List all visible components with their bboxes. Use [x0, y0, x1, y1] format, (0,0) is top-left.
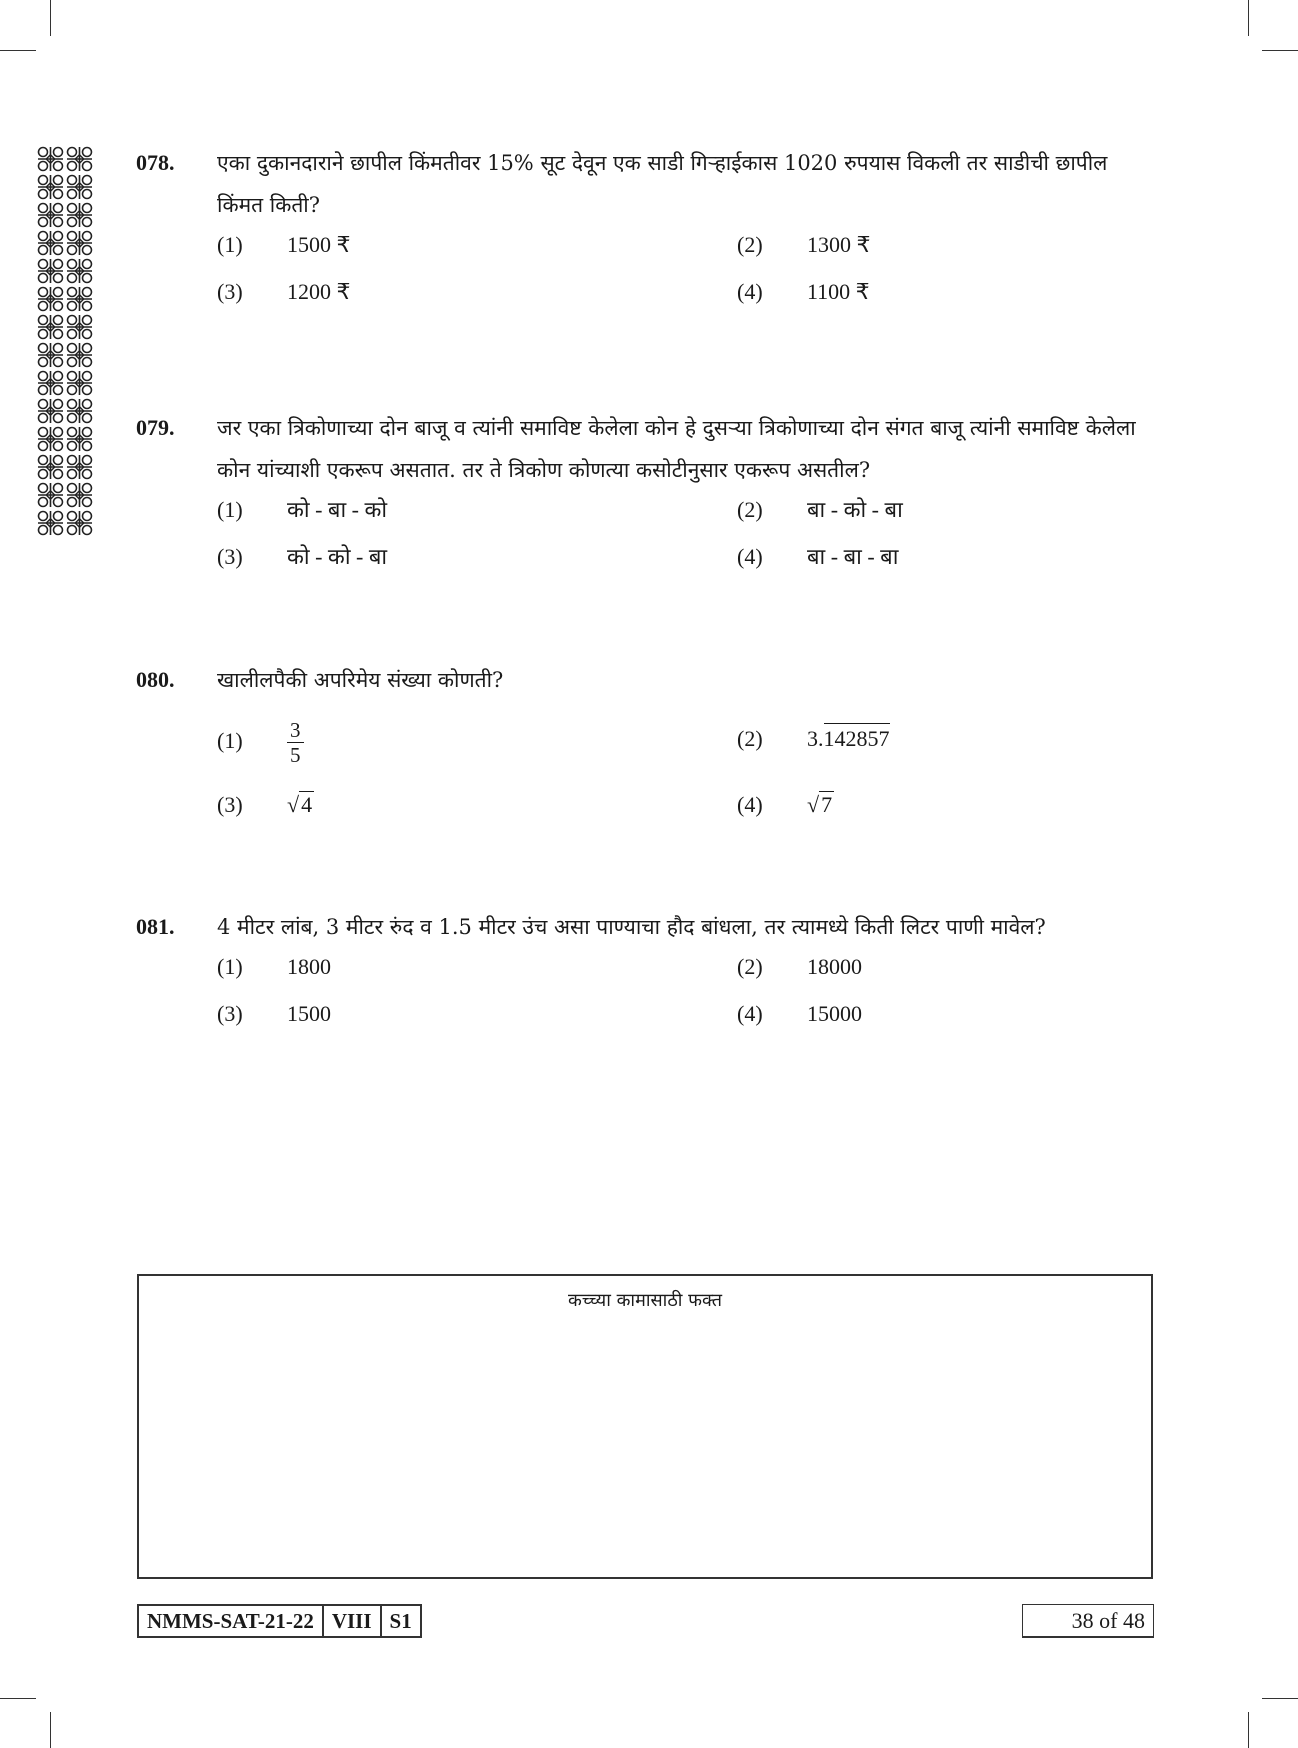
option-number: (3): [217, 1001, 243, 1026]
crop-mark: [50, 1712, 51, 1748]
option-value: 1200 ₹: [287, 279, 351, 304]
question-number: 080.: [136, 667, 175, 692]
option-value: 18000: [807, 954, 862, 979]
option-number: (1): [217, 232, 243, 257]
question-text: खालीलपैकी अपरिमेय संख्या कोणती?: [217, 668, 504, 692]
question-079: [136, 415, 1156, 569]
question-080: [136, 667, 1156, 817]
option-number: (3): [217, 792, 243, 817]
crop-mark: [1262, 50, 1298, 51]
option-value: 1300 ₹: [807, 232, 871, 257]
option-4: [737, 542, 898, 572]
option-value: 15000: [807, 1001, 862, 1026]
option-value: 1100 ₹: [807, 279, 870, 304]
option-number: (2): [737, 726, 763, 751]
square-root: [287, 791, 314, 817]
option-3: [217, 277, 351, 307]
radicand: 7: [821, 792, 833, 817]
repeating-digits: 142857: [824, 723, 890, 754]
radical-sign: √: [287, 792, 300, 817]
option-value: को - को - बा: [287, 544, 388, 569]
crop-mark: [1248, 1712, 1249, 1748]
question-number: 078.: [136, 150, 175, 175]
crop-mark: [0, 1698, 36, 1699]
option-number: (2): [737, 232, 763, 257]
question-text: एका दुकानदाराने छापील किंमतीवर 15% सूट देवून एक साडी गिऱ्हाईकास 1020 रुपयास विकली तर साडीची छापील किंमत किती?: [217, 151, 1108, 217]
option-3: [217, 790, 314, 820]
fraction-numerator: 3: [287, 718, 304, 743]
question-078: [136, 150, 1156, 304]
radical-sign: √: [807, 792, 820, 817]
option-value: बा - बा - बा: [807, 544, 899, 569]
option-4: [737, 999, 862, 1029]
rough-work-label: कच्च्या कामासाठी फक्त: [568, 1290, 722, 1311]
option-number: (1): [217, 954, 243, 979]
option-value: 1500: [287, 1001, 331, 1026]
option-2: [737, 230, 871, 260]
fraction-denominator: 5: [290, 743, 301, 768]
page-number: 38 of 48: [1022, 1604, 1154, 1638]
question-text: जर एका त्रिकोणाच्या दोन बाजू व त्यांनी समाविष्ट केलेला कोन हे दुसऱ्या त्रिकोणाच्या दोन संगत बाजू त्यांनी समाविष्ट केलेला कोन यांच्याशी एकरूप असतात. तर ते त्रिकोण कोणत्या कसोटीनुसार एकरूप असतील?: [217, 416, 1136, 482]
option-1: [217, 495, 387, 525]
question-text: 4 मीटर लांब, 3 मीटर रुंद व 1.5 मीटर उंच असा पाण्याचा हौद बांधला, तर त्यामध्ये किती लिटर पाणी मावेल?: [217, 915, 1046, 939]
option-value: 1500 ₹: [287, 232, 351, 257]
option-value: बा - को - बा: [807, 497, 903, 522]
radicand: 4: [301, 792, 313, 817]
option-number: (1): [217, 728, 243, 753]
option-value: 1800: [287, 954, 331, 979]
crop-mark: [0, 50, 36, 51]
option-number: (4): [737, 279, 763, 304]
rough-work-box: [137, 1274, 1153, 1579]
option-3: [217, 999, 331, 1029]
option-number: (4): [737, 544, 763, 569]
option-number: (4): [737, 792, 763, 817]
question-number: 081.: [136, 914, 175, 939]
exam-code: NMMS-SAT-21-22: [147, 1609, 314, 1633]
option-1: [217, 952, 331, 982]
set-label: S1: [380, 1606, 420, 1636]
option-number: (2): [737, 954, 763, 979]
option-1: [217, 230, 351, 260]
option-value: को - बा - को: [287, 497, 388, 522]
option-number: (3): [217, 279, 243, 304]
option-2: [737, 495, 903, 525]
option-2: [737, 723, 890, 753]
square-root: [807, 791, 834, 817]
class-label: VIII: [322, 1606, 380, 1636]
option-number: (2): [737, 497, 763, 522]
question-081: [136, 914, 1156, 1026]
crop-mark: [1262, 1698, 1298, 1699]
option-1: [217, 713, 304, 769]
option-number: (4): [737, 1001, 763, 1026]
option-number: (3): [217, 544, 243, 569]
option-4: [737, 277, 870, 307]
question-number: 079.: [136, 415, 175, 440]
option-3: [217, 542, 387, 572]
option-number: (1): [217, 497, 243, 522]
decimal-integer-part: 3.: [807, 726, 824, 751]
footer-code-box: [137, 1604, 422, 1638]
option-2: [737, 952, 862, 982]
side-ornament-pattern: [36, 145, 94, 537]
option-4: [737, 790, 834, 820]
crop-mark: [50, 0, 51, 36]
fraction: [287, 718, 304, 767]
crop-mark: [1248, 0, 1249, 36]
